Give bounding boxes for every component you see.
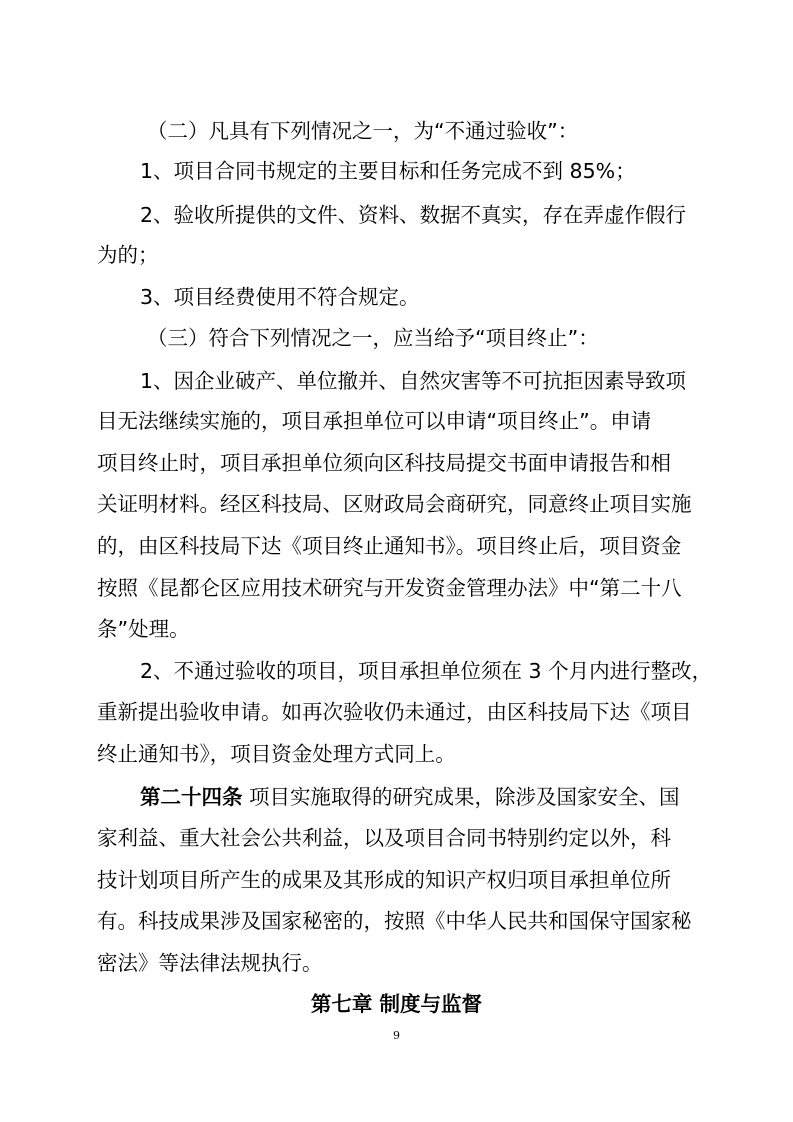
chapter-title: 第七章 制度与监督	[310, 992, 483, 1016]
article-24-line-4: 有。科技成果涉及国家秘密的，按照《中华人民共和国保守国家秘	[97, 909, 692, 933]
text-line-2: 1、项目合同书规定的主要目标和任务完成不到 85%；	[140, 159, 636, 183]
text-line-6: （三）符合下列情况之一，应当给予“项目终止”：	[147, 326, 599, 350]
text-line-9: 项目终止时，项目承担单位须向区科技局提交书面申请报告和相	[97, 451, 671, 475]
page-number: 9	[393, 1029, 400, 1042]
text-line-11: 的，由区科技局下达《项目终止通知书》。项目终止后，项目资金	[97, 534, 682, 558]
text-line-4: 为的；	[97, 243, 159, 267]
article-24-first-line	[140, 777, 707, 817]
text-line-7: 1、因企业破产、单位撤并、自然灾害等不可抗拒因素导致项	[140, 369, 687, 393]
text-line-15: 重新提出验收申请。如再次验收仍未通过，由区科技局下达《项目	[97, 700, 692, 724]
text-line-1: （二）凡具有下列情况之一，为“不通过验收”：	[147, 119, 579, 143]
text-line-12: 按照《昆都仑区应用技术研究与开发资金管理办法》中“第二十八	[97, 576, 682, 600]
article-24-line-5: 密法》等法律法规执行。	[97, 951, 323, 975]
text-line-5: 3、项目经费使用不符合规定。	[140, 285, 420, 309]
article-24-line-2: 家利益、重大社会公共利益，以及项目合同书特别约定以外，科	[97, 826, 671, 850]
article-24-line-3: 技计划项目所产生的成果及其形成的知识产权归项目承担单位所	[97, 868, 671, 892]
text-line-14: 2、不通过验收的项目，项目承担单位须在 3 个月内进行整改，	[140, 659, 713, 683]
text-line-3: 2、验收所提供的文件、资料、数据不真实，存在弄虚作假行	[140, 203, 687, 227]
article-24-first-line-text: 项目实施取得的研究成果，除涉及国家安全、国	[242, 785, 680, 809]
article-24-heading: 第二十四条	[140, 785, 243, 809]
text-line-16: 终止通知书》，项目资金处理方式同上。	[97, 742, 456, 766]
text-line-8: 目无法继续实施的，项目承担单位可以申请“项目终止”。申请	[97, 409, 652, 433]
text-line-13: 条”处理。	[97, 617, 190, 641]
text-line-10: 关证明材料。经区科技局、区财政局会商研究，同意终止项目实施	[97, 492, 692, 516]
